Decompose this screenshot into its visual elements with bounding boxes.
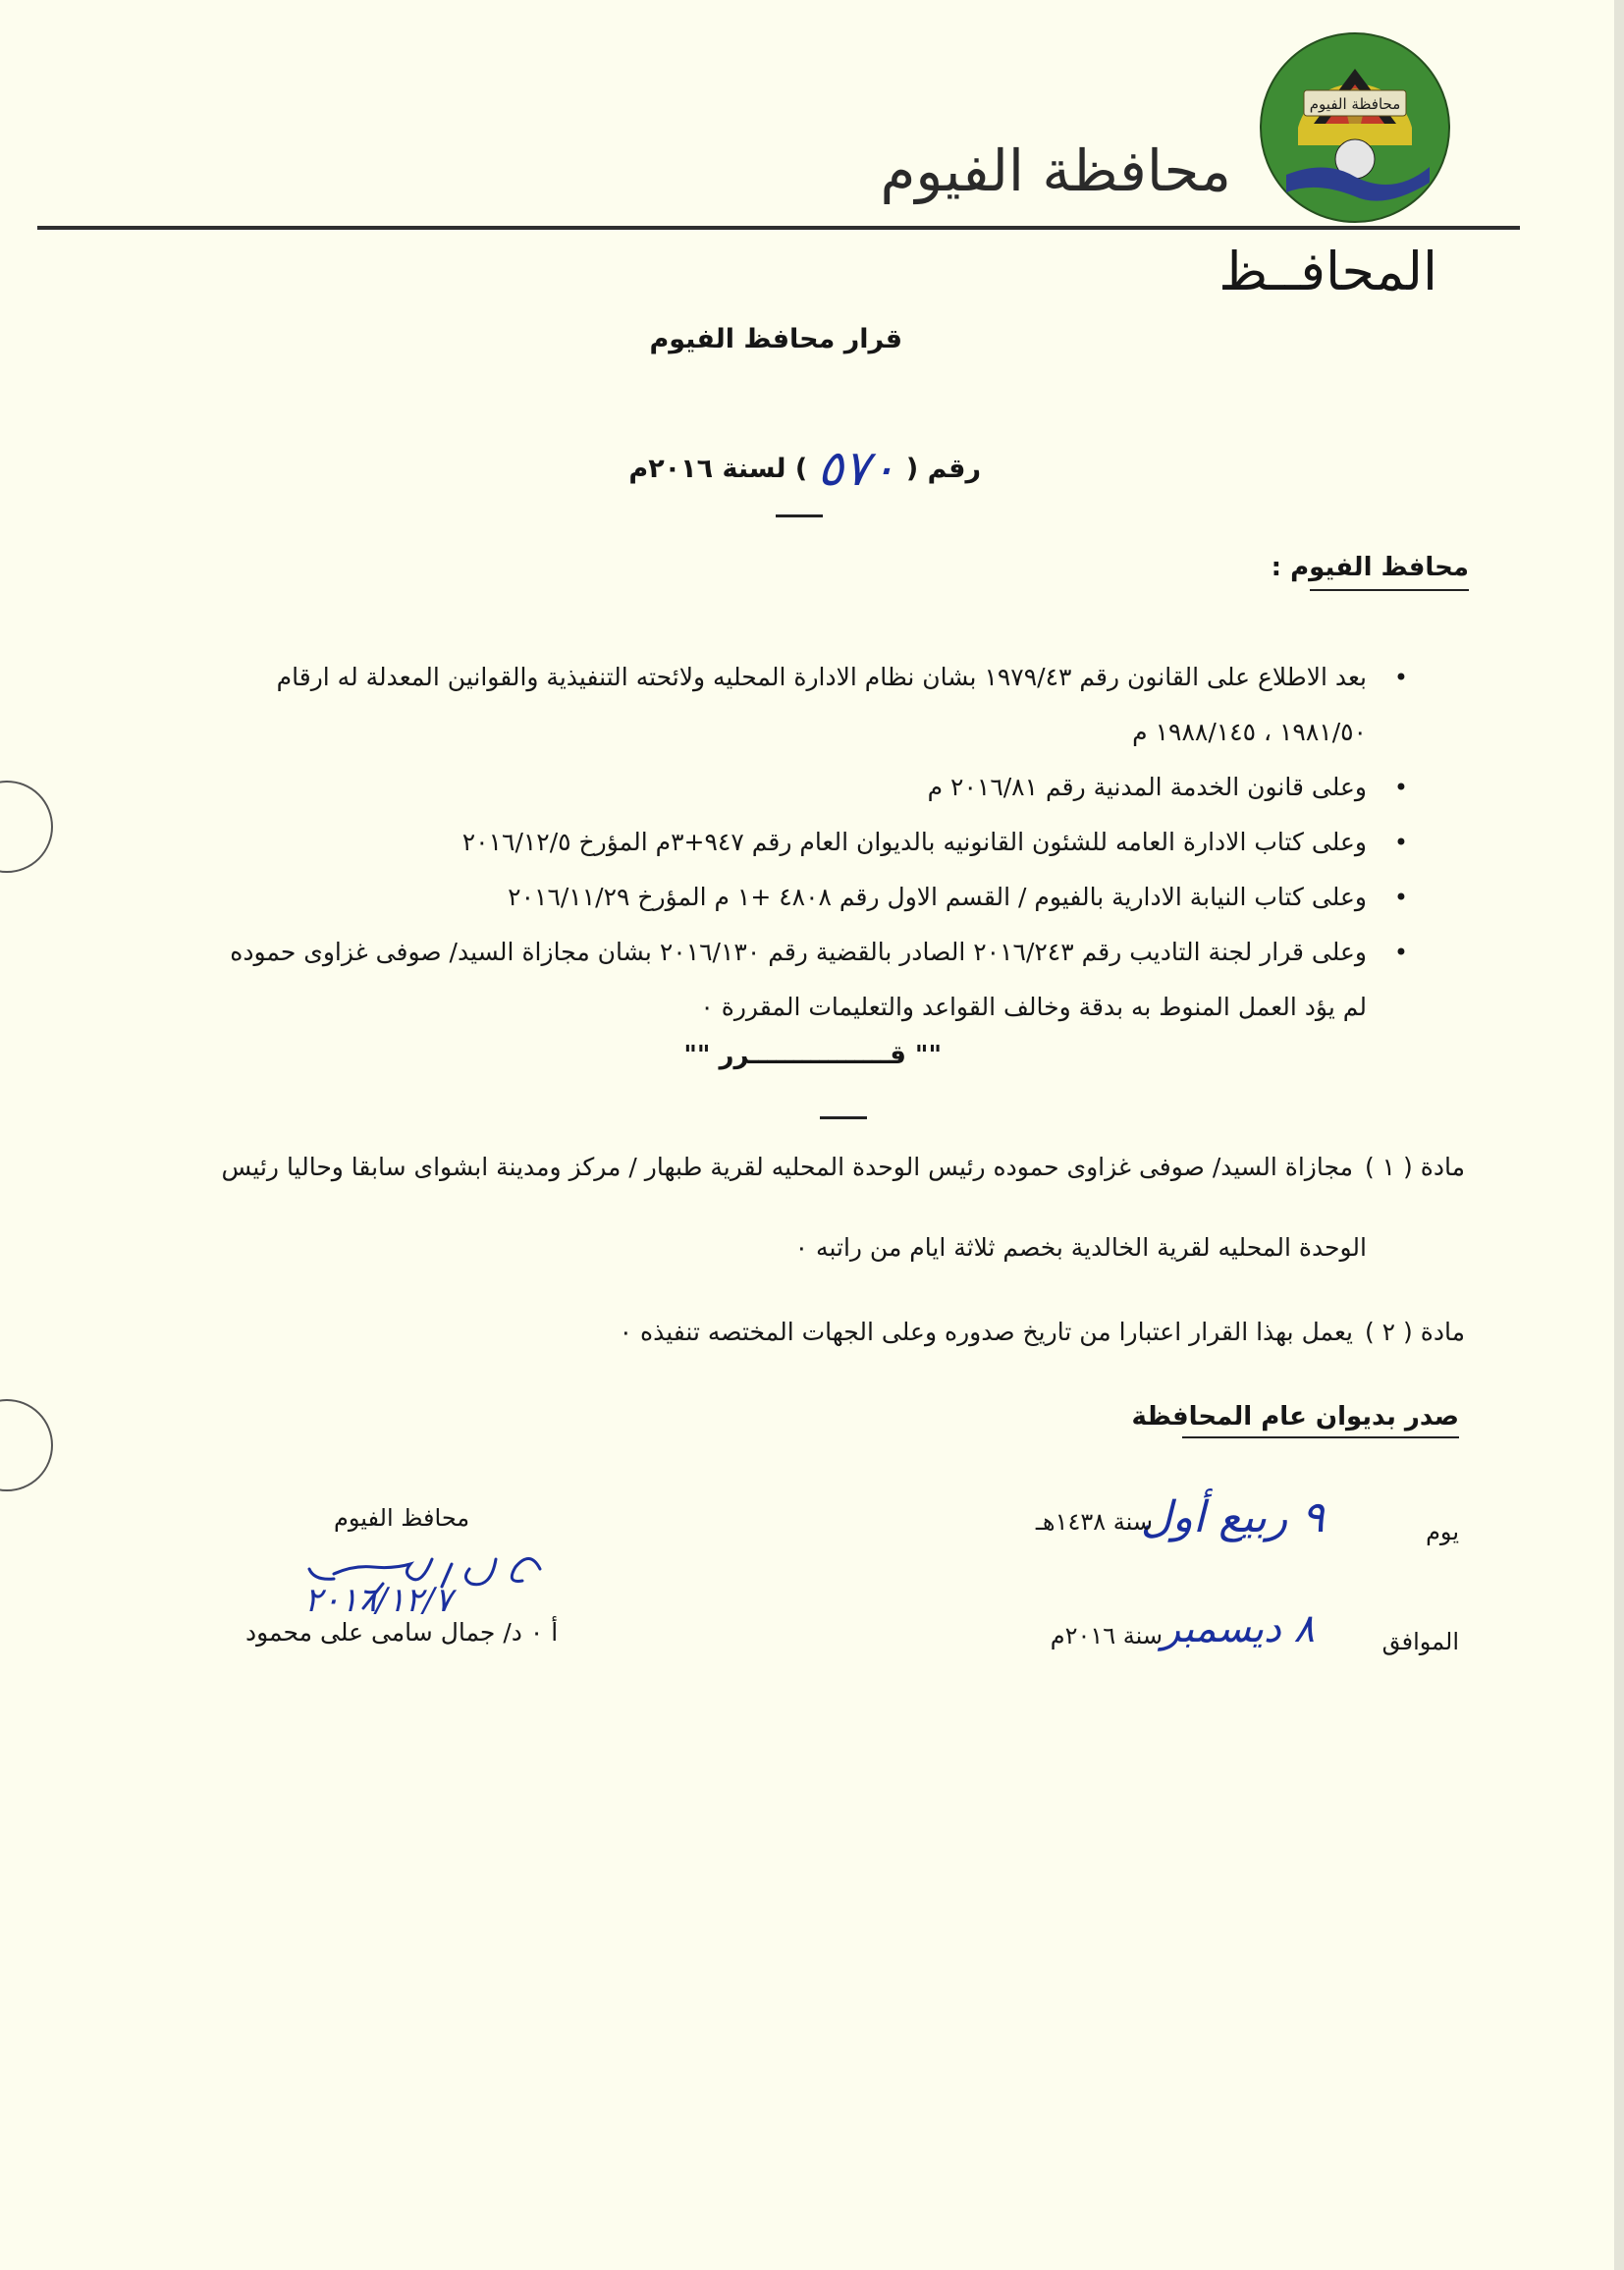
article-1-text-continued: الوحدة المحليه لقرية الخالدية بخصم ثلاثة ايام من راتبه ٠ <box>794 1233 1367 1262</box>
day-label: يوم <box>1426 1518 1459 1545</box>
governorate-logo <box>1257 29 1453 226</box>
recitals-list <box>228 650 1408 1035</box>
separator-dash <box>820 1116 867 1119</box>
handwritten-number: ٥٧٠ <box>817 440 896 497</box>
addressee: محافظ الفيوم : <box>1271 553 1469 582</box>
bullet-icon: • <box>1393 664 1408 691</box>
number-prefix: رقم ( <box>905 453 981 484</box>
svg-text:محافظة الفيوم: محافظة الفيوم <box>1309 95 1401 113</box>
governorate-name: محافظة الفيوم <box>880 137 1231 204</box>
gregorian-date-handwritten: ٨ ديسمبر <box>1161 1606 1315 1651</box>
issued-at: صدر بديوان عام المحافظة <box>1131 1402 1459 1432</box>
decided-heading: "" قــــــــــــــــرر "" <box>683 1041 942 1070</box>
recital-item: • وعلى كتاب النيابة الادارية بالفيوم / القسم الاول رقم ٤٨٠٨ +١ م المؤرخ ٢٠١٦/١١/٢٩ <box>228 870 1367 925</box>
bullet-icon: • <box>1393 774 1408 801</box>
article-1-label: مادة ( ١ ) <box>1364 1153 1465 1181</box>
office-title: المحافــظ <box>1218 241 1437 302</box>
punch-hole <box>0 781 53 873</box>
bullet-icon: • <box>1393 884 1408 911</box>
gregorian-label: الموافق <box>1381 1628 1459 1655</box>
page-edge <box>1614 0 1624 2270</box>
signatory-name: أ ٠ د/ جمال سامى على محمود <box>245 1618 559 1647</box>
number-suffix: ) لسنة ٢٠١٦م <box>628 453 808 484</box>
bullet-icon: • <box>1393 939 1408 966</box>
article-2-text: يعمل بهذا القرار اعتبارا من تاريخ صدوره وعلى الجهات المختصه تنفيذه ٠ <box>619 1318 1353 1346</box>
recital-item: • وعلى قرار لجنة التاديب رقم ٢٠١٦/٢٤٣ الصادر بالقضية رقم ٢٠١٦/١٣٠ بشان مجازاة السيد/ صوفى غزاوى حموده لم يؤد العمل المنوط به بدقة وخالف القواعد والتعليمات المقررة ٠ <box>228 925 1367 1035</box>
punch-hole <box>0 1399 53 1491</box>
hijri-date-handwritten: ٩ ربيع أول <box>1140 1492 1325 1542</box>
decision-title: قرار محافظ الفيوم <box>649 324 902 354</box>
article-2-label: مادة ( ٢ ) <box>1364 1318 1465 1346</box>
recital-item: • وعلى كتاب الادارة العامه للشئون القانونيه بالديوان العام رقم ٩٤٧+٣م المؤرخ ٢٠١٦/١٢/٥ <box>228 815 1367 870</box>
decision-number <box>628 440 981 497</box>
separator-dash <box>776 514 823 517</box>
addressee-underline <box>1310 589 1469 591</box>
article-1-text: مجازاة السيد/ صوفى غزاوى حموده رئيس الوحدة المحليه لقرية طبهار / مركز ومدينة ابشواى سابقا وحاليا رئيس <box>221 1153 1353 1181</box>
bullet-icon: • <box>1393 829 1408 856</box>
hijri-year: سنة ١٤٣٨هـ <box>1035 1508 1153 1536</box>
recital-item: • وعلى قانون الخدمة المدنية رقم ٢٠١٦/٨١ م <box>228 760 1367 815</box>
signature-date-handwritten: ٢٠١٦/١٢/٧ <box>304 1581 453 1620</box>
signatory-title: محافظ الفيوم <box>334 1504 470 1532</box>
gregorian-year: سنة ٢٠١٦م <box>1050 1622 1163 1649</box>
issued-underline <box>1182 1436 1459 1438</box>
recital-item: • بعد الاطلاع على القانون رقم ١٩٧٩/٤٣ بشان نظام الادارة المحليه ولائحته التنفيذية والقوانين المعدلة له ارقام ١٩٨١/٥٠ ، ١٩٨٨/١٤٥ م <box>228 650 1367 760</box>
header-rule <box>37 226 1520 230</box>
